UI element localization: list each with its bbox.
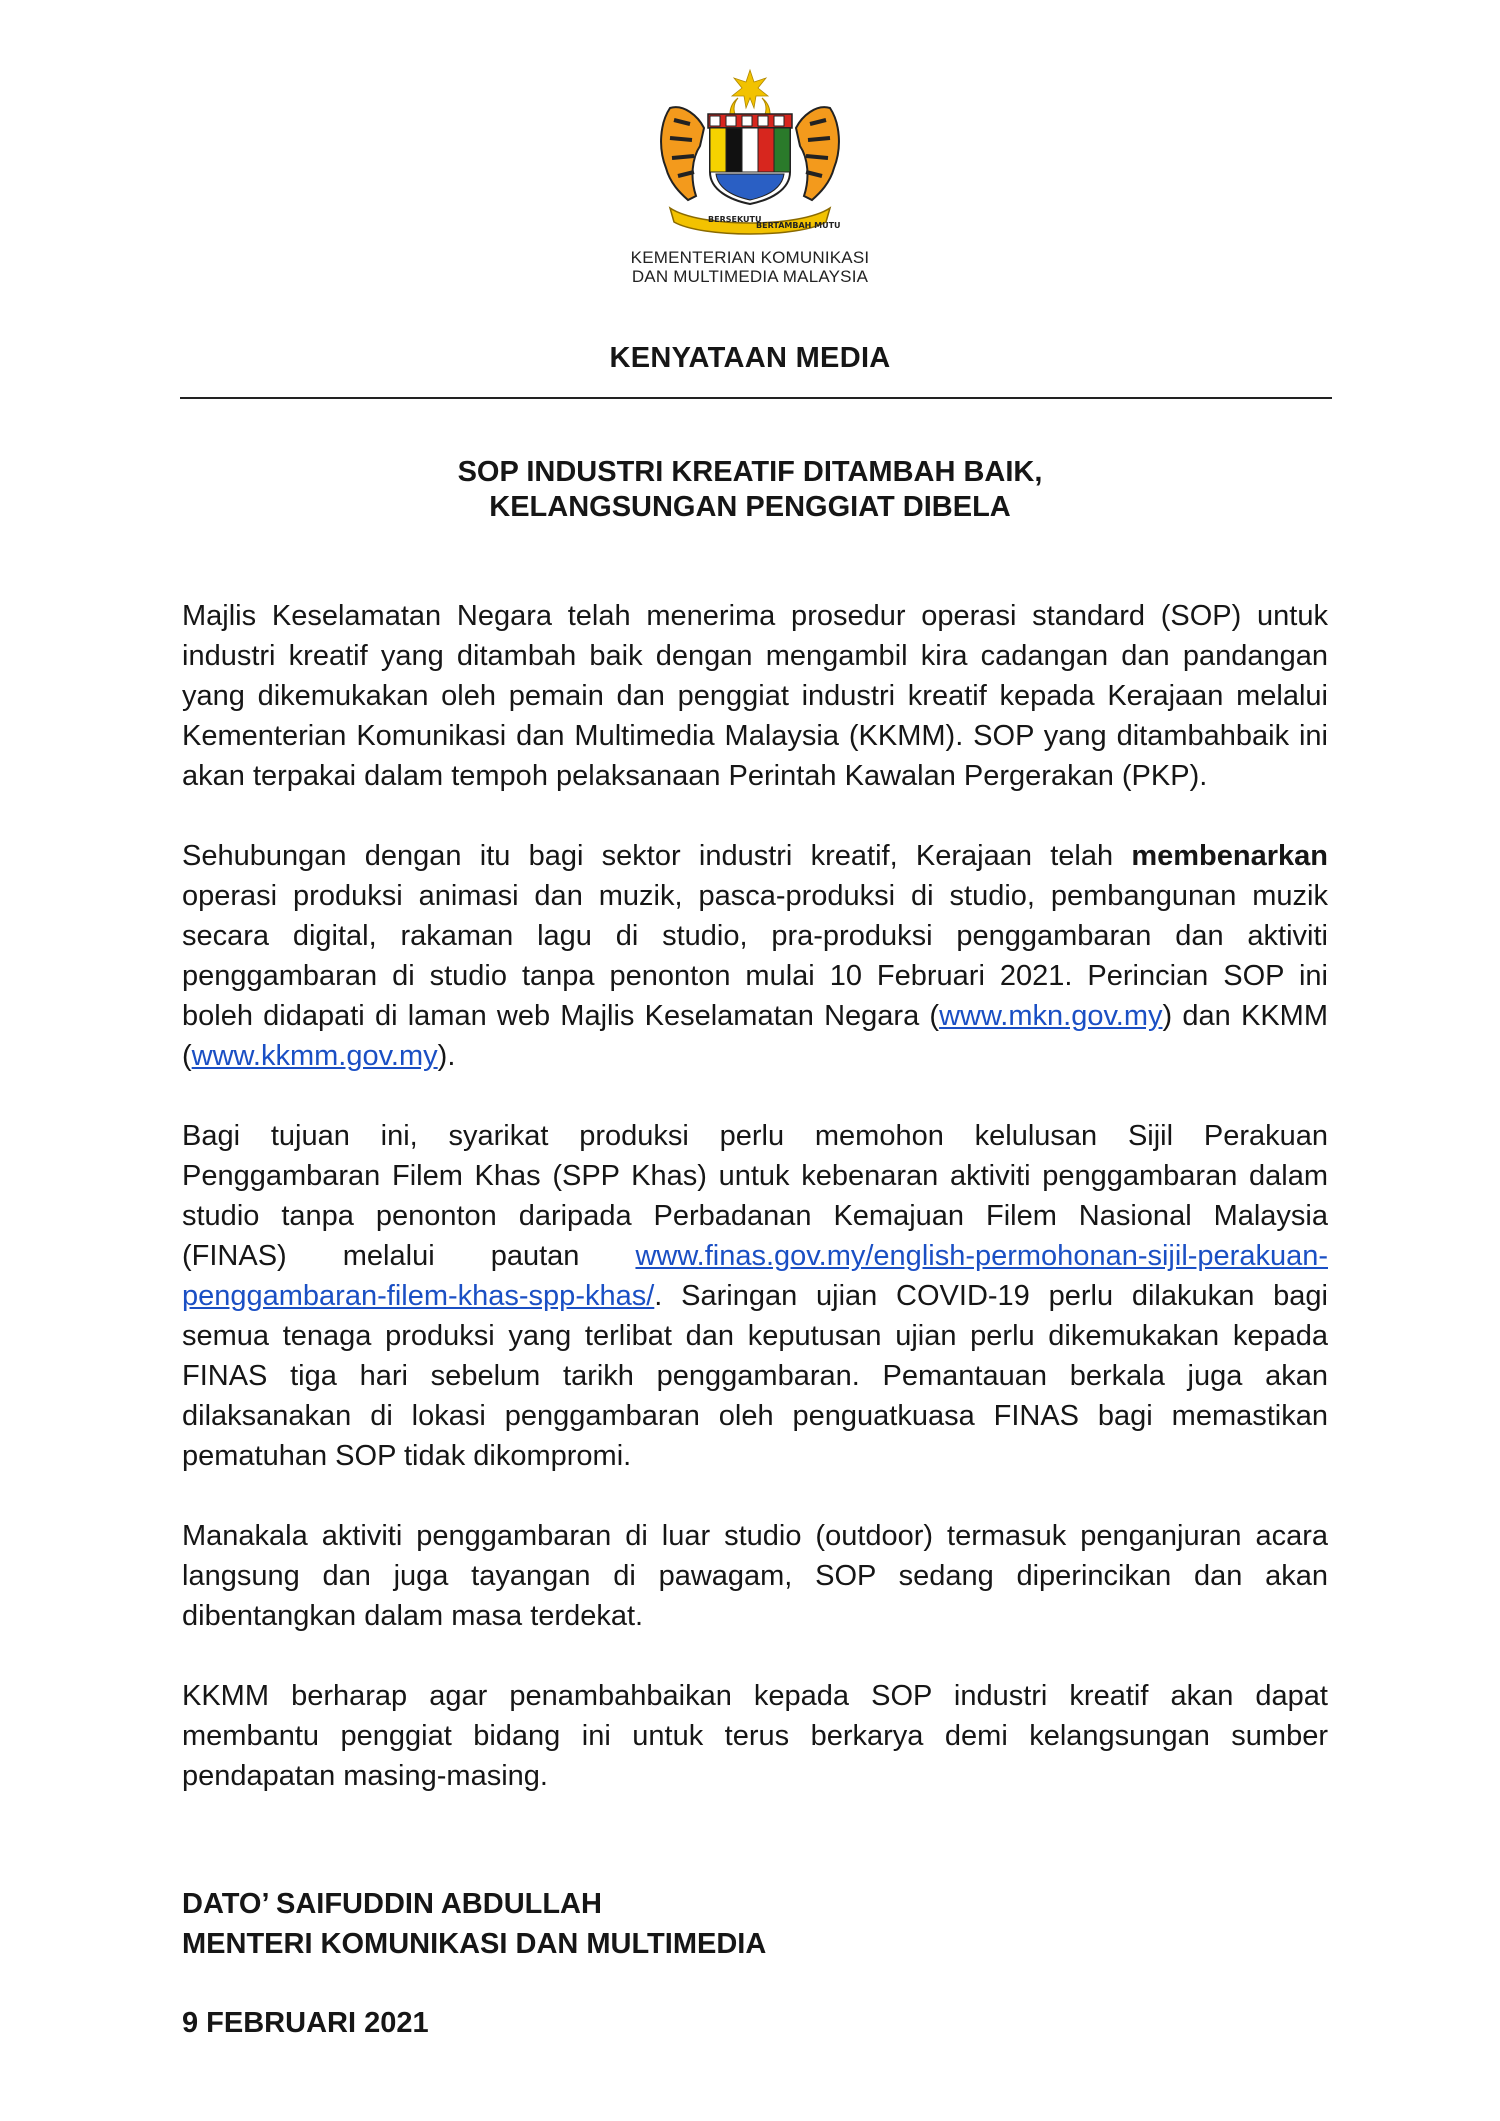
heading-divider — [180, 397, 1332, 399]
paragraph-2-text-a: Sehubungan dengan itu bagi sektor industri kreatif, Kerajaan telah — [182, 840, 1132, 872]
ministry-name-line2: DAN MULTIMEDIA MALAYSIA — [631, 267, 869, 286]
finas-application-link[interactable]: www.finas.gov.my/english-permohonan-sijil-perakuan-penggambaran-filem-khas-spp-khas/ — [182, 1240, 1328, 1312]
mkn-website-link[interactable]: www.mkn.gov.my — [939, 1000, 1163, 1032]
paragraph-2-text-b: operasi produksi animasi dan muzik, pasca-produksi di studio, pembangunan muzik secara digital, rakaman lagu di studio, pra-produksi penggambaran dan aktiviti penggambaran di studio tanpa penonton mulai 10 Februari 2021. Perincian SOP ini boleh didapati di laman web Majlis Keselamatan Negara ( — [182, 880, 1328, 1032]
paragraph-4: Manakala aktiviti penggambaran di luar studio (outdoor) termasuk penganjuran acara langsung dan juga tayangan di pawagam, SOP sedang diperincikan dan akan dibentangkan dalam masa terdekat. — [182, 1520, 1328, 1632]
kkmm-website-link[interactable]: www.kkmm.gov.my — [191, 1040, 438, 1072]
paragraph-2-emphasis: membenarkan — [1131, 840, 1328, 872]
paragraph-2-text-c: ) dan KKMM ( — [182, 1000, 1328, 1072]
signatory-position: MENTERI KOMUNIKASI DAN MULTIMEDIA — [182, 1928, 767, 1960]
svg-text:BERTAMBAH MUTU: BERTAMBAH MUTU — [756, 221, 841, 230]
coat-of-arms — [0, 68, 1500, 238]
coat-of-arms-icon — [630, 68, 870, 238]
signatory-name: DATO’ SAIFUDDIN ABDULLAH — [182, 1888, 602, 1920]
title-line2: KELANGSUNGAN PENGGIAT DIBELA — [489, 491, 1011, 523]
title-line1: SOP INDUSTRI KREATIF DITAMBAH BAIK, — [457, 456, 1043, 488]
ministry-name-line1: KEMENTERIAN KOMUNIKASI — [630, 248, 870, 267]
document-heading: KENYATAAN MEDIA — [609, 342, 891, 374]
paragraph-3-text-a: Bagi tujuan ini, syarikat produksi perlu memohon kelulusan Sijil Perakuan Penggambaran Filem Khas (SPP Khas) untuk kebenaran aktiviti penggambaran dalam studio tanpa penonton daripada Perbadanan Kemajuan Filem Nasional Malaysia (FINAS) melalui pautan — [182, 1120, 1328, 1272]
paragraph-3 — [182, 1116, 1328, 1476]
paragraph-1: Majlis Keselamatan Negara telah menerima prosedur operasi standard (SOP) untuk industri kreatif yang ditambah baik dengan mengambil kira cadangan dan pandangan yang dikemukakan oleh pemain dan penggiat industri kreatif kepada Kerajaan melalui Kementerian Komunikasi dan Multimedia Malaysia (KKMM). SOP yang ditambahbaik ini akan terpakai dalam tempoh pelaksanaan Perintah Kawalan Pergerakan (PKP). — [182, 600, 1328, 792]
paragraph-5: KKMM berharap agar penambahbaikan kepada SOP industri kreatif akan dapat membantu penggiat bidang ini untuk terus berkarya demi kelangsungan sumber pendapatan masing-masing. — [182, 1680, 1328, 1792]
svg-text:BERSEKUTU: BERSEKUTU — [708, 215, 762, 224]
signature-block — [182, 1884, 766, 1964]
release-date: 9 FEBRUARI 2021 — [182, 2007, 429, 2039]
paragraph-2 — [182, 836, 1328, 1076]
press-release-title — [0, 455, 1500, 525]
press-release-body — [182, 596, 1328, 1836]
ministry-name — [0, 248, 1500, 286]
paragraph-2-text-d: ). — [437, 1040, 456, 1072]
paragraph-3-text-b: . Saringan ujian COVID-19 perlu dilakukan bagi semua tenaga produksi yang terlibat dan keputusan ujian perlu dikemukakan kepada FINAS tiga hari sebelum tarikh penggambaran. Pemantauan berkala juga akan dilaksanakan di lokasi penggambaran oleh penguatkuasa FINAS bagi memastikan pematuhan SOP tidak dikompromi. — [182, 1280, 1328, 1472]
